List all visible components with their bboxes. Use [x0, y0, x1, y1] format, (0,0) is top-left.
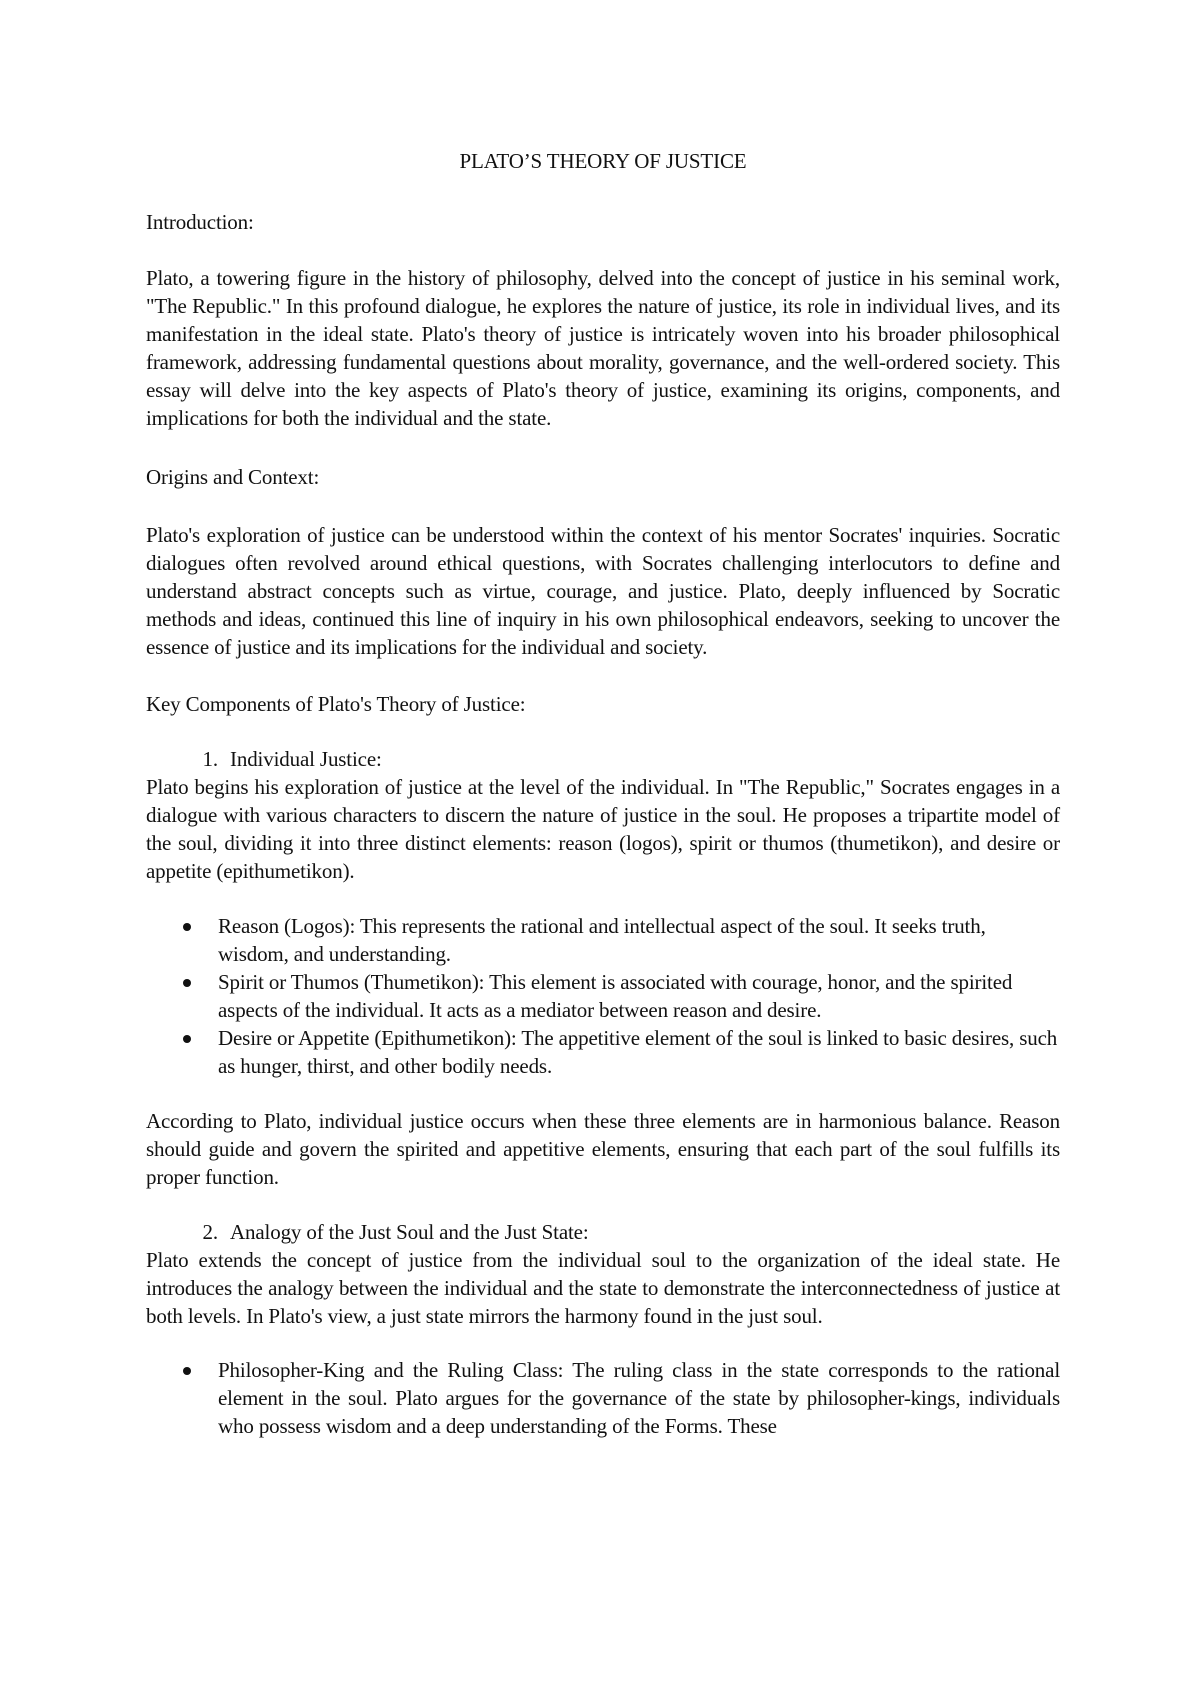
item-number: 2.: [202, 1220, 218, 1244]
introduction-heading: Introduction:: [146, 210, 254, 234]
analogy-paragraph: Plato extends the concept of justice from the individual soul to the organization of the ideal state. He introduces the analogy between the individual and the state to demonstrate the interconnectedness of justice at both levels. In Plato's view, a just state mirrors the harmony found in the just soul.: [146, 1248, 1060, 1328]
list-item: [146, 912, 1060, 968]
state-classes-list: [146, 1356, 1060, 1440]
list-item: [146, 1356, 1060, 1440]
item-number: 1.: [202, 747, 218, 771]
list-item-text: Philosopher-King and the Ruling Class: The ruling class in the state corresponds to the rational element in the soul. Plato argues for the governance of the state by philosopher-kings, individuals who possess wisdom and a deep understanding of the Forms. These: [218, 1358, 1060, 1438]
list-item: [146, 968, 1060, 1024]
item-title: Individual Justice:: [230, 747, 382, 771]
bullet-icon: [183, 923, 191, 931]
list-item-text: Spirit or Thumos (Thumetikon): This element is associated with courage, honor, and the spirited aspects of the individual. It acts as a mediator between reason and desire.: [218, 970, 1013, 1022]
document-title: PLATO’S THEORY OF JUSTICE: [459, 149, 747, 173]
numbered-item-individual-justice: [146, 745, 1060, 773]
individual-justice-closing: According to Plato, individual justice occurs when these three elements are in harmonious balance. Reason should guide and govern the spirited and appetitive elements, ensuring that each part of the soul fulfills its proper function.: [146, 1109, 1060, 1189]
list-item-text: Reason (Logos): This represents the rational and intellectual aspect of the soul. It seeks truth, wisdom, and understanding.: [218, 914, 986, 966]
key-components-heading: Key Components of Plato's Theory of Justice:: [146, 692, 526, 716]
bullet-icon: [183, 1035, 191, 1043]
individual-justice-paragraph: Plato begins his exploration of justice at the level of the individual. In "The Republic," Socrates engages in a dialogue with various characters to discern the nature of justice in the soul. He proposes a tripartite model of the soul, dividing it into three distinct elements: reason (logos), spirit or thumos (thumetikon), and desire or appetite (epithumetikon).: [146, 775, 1060, 883]
soul-elements-list: [146, 912, 1060, 1080]
document-content: [146, 147, 1060, 1440]
numbered-item-analogy: [146, 1218, 1060, 1246]
introduction-paragraph: Plato, a towering figure in the history of philosophy, delved into the concept of justice in his seminal work, "The Republic." In this profound dialogue, he explores the nature of justice, its role in individual lives, and its manifestation in the ideal state. Plato's theory of justice is intricately woven into his broader philosophical framework, addressing fundamental questions about morality, governance, and the well-ordered society. This essay will delve into the key aspects of Plato's theory of justice, examining its origins, components, and implications for both the individual and the state.: [146, 266, 1060, 430]
bullet-icon: [183, 1367, 191, 1375]
item-title: Analogy of the Just Soul and the Just State:: [230, 1220, 589, 1244]
list-item-text: Desire or Appetite (Epithumetikon): The appetitive element of the soul is linked to basic desires, such as hunger, thirst, and other bodily needs.: [218, 1026, 1058, 1078]
list-item: [146, 1024, 1060, 1080]
bullet-icon: [183, 979, 191, 987]
origins-paragraph: Plato's exploration of justice can be understood within the context of his mentor Socrates' inquiries. Socratic dialogues often revolved around ethical questions, with Socrates challenging interlocutors to define and understand abstract concepts such as virtue, courage, and justice. Plato, deeply influenced by Socratic methods and ideas, continued this line of inquiry in his own philosophical endeavors, seeking to uncover the essence of justice and its implications for the individual and society.: [146, 523, 1060, 659]
origins-heading: Origins and Context:: [146, 465, 320, 489]
